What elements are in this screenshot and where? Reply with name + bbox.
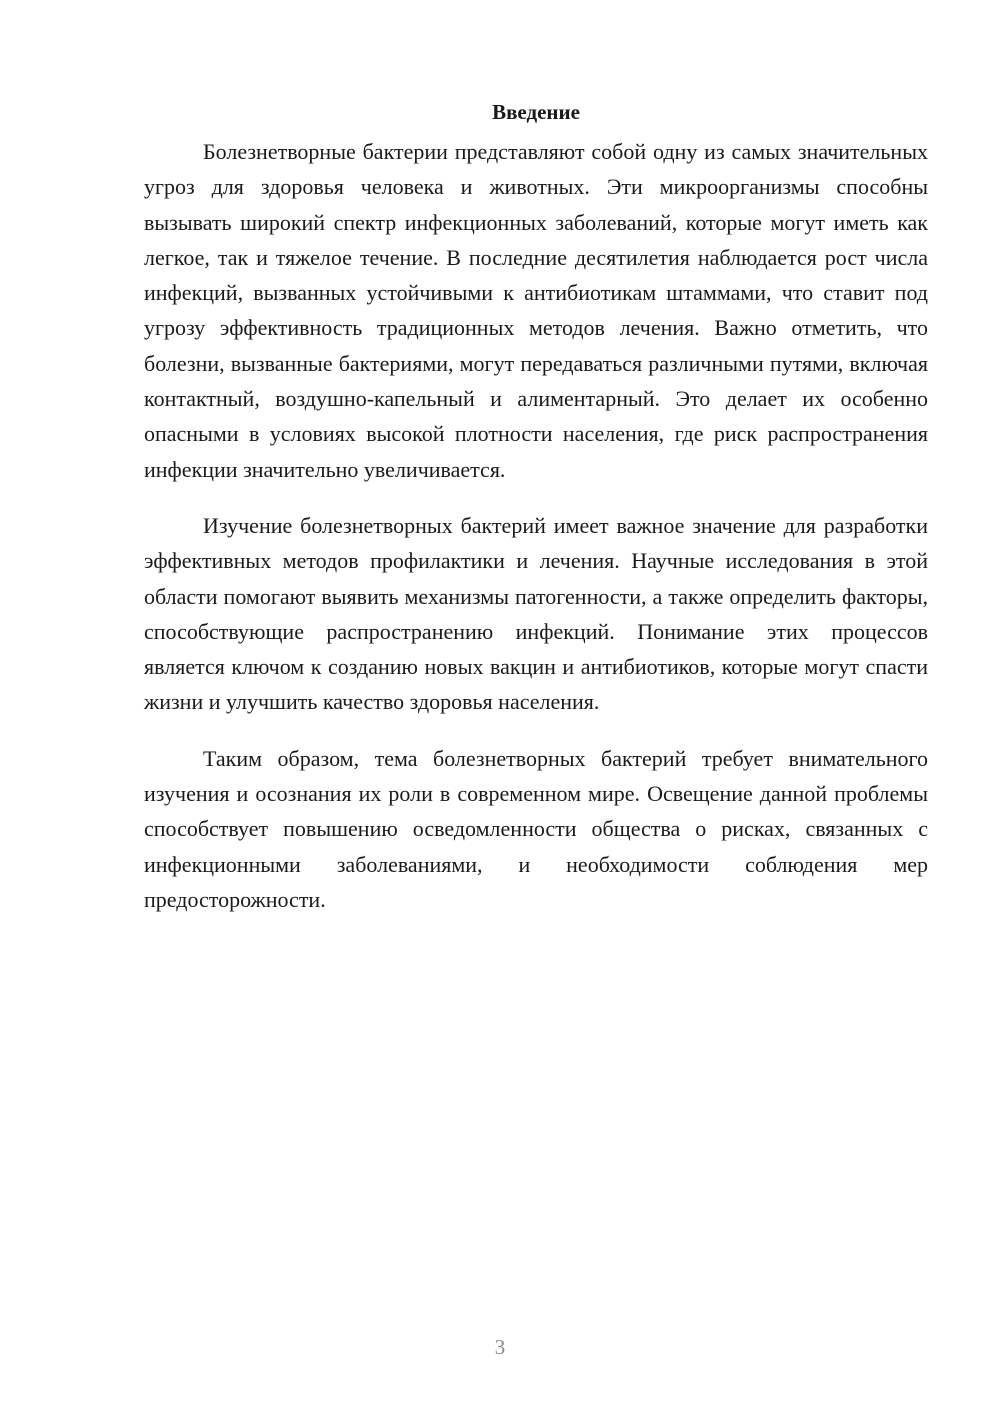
section-title: Введение — [492, 100, 580, 124]
page-content — [144, 90, 928, 917]
paragraph-3: Таким образом, тема болезнетворных бактерий требует внимательного изучения и осознания их роли в современном мире. Освещение данной проблемы способствует повышению осведомленности общества о рисках, связанных с инфекционными заболеваниями, и необходимости соблюдения мер предосторожности. — [144, 745, 928, 912]
paragraph-2: Изучение болезнетворных бактерий имеет важное значение для разработки эффективных методов профилактики и лечения. Научные исследования в этой области помогают выявить механизмы патогенности, а также определить факторы, способствующие распространению инфекций. Понимание этих процессов является ключом к созданию новых вакцин и антибиотиков, которые могут спасти жизни и улучшить качество здоровья населения. — [144, 512, 928, 715]
page-number: 3 — [494, 1335, 506, 1359]
paragraph-1: Болезнетворные бактерии представляют собой одну из самых значительных угроз для здоровья человека и животных. Эти микроорганизмы способны вызывать широкий спектр инфекционных заболеваний, которые могут иметь как легкое, так и тяжелое течение. В последние десятилетия наблюдается рост числа инфекций, вызванных устойчивыми к антибиотикам штаммами, что ставит под угрозу эффективность традиционных методов лечения. Важно отметить, что болезни, вызванные бактериями, могут передаваться различными путями, включая контактный, воздушно-капельный и алиментарный. Это делает их особенно опасными в условиях высокой плотности населения, где риск распространения инфекции значительно увеличивается. — [144, 139, 928, 482]
